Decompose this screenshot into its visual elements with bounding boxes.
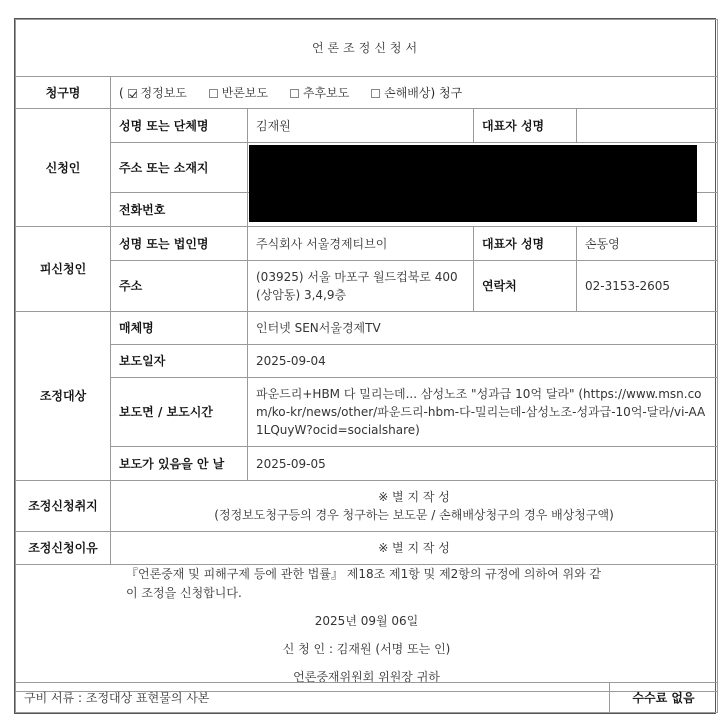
target-known-value: 2025-09-05 xyxy=(248,447,718,481)
footer-table xyxy=(15,682,718,713)
reason-label: 조정신청이유 xyxy=(16,532,111,565)
claim-option-rebuttal[interactable]: 반론보도 xyxy=(209,86,268,100)
form-title: 언론조정신청서 xyxy=(16,20,718,77)
applicant-label: 신청인 xyxy=(16,109,111,227)
statement-recipient: 언론중재위원회 위원장 귀하 xyxy=(293,670,440,684)
footer-attachments: 구비 서류 : 조정대상 표현물의 사본 xyxy=(16,683,610,713)
respondent-contact-label: 연락처 xyxy=(474,261,577,312)
statement-date: 2025년 09월 06일 xyxy=(314,614,419,628)
respondent-rep-value: 손동영 xyxy=(577,227,718,261)
target-article-label: 보도면 / 보도시간 xyxy=(111,378,248,447)
applicant-rep-label: 대표자 성명 xyxy=(474,109,577,143)
statement-block xyxy=(16,565,718,692)
target-media-value: 인터넷 SEN서울경제TV xyxy=(248,312,718,345)
respondent-address-value: (03925) 서울 마포구 월드컵북로 400 (상암동) 3,4,9층 xyxy=(248,261,474,312)
purpose-line1: ※ 별 지 작 성 xyxy=(378,490,450,504)
claim-option-correction[interactable]: 정정보도 xyxy=(128,86,187,100)
applicant-address-label: 주소 또는 소재지 xyxy=(111,143,248,193)
applicant-name-value: 김재원 xyxy=(248,109,474,143)
purpose-line2: (정정보도청구등의 경우 청구하는 보도문 / 손해배상청구의 경우 배상청구액) xyxy=(214,508,614,522)
respondent-label: 피신청인 xyxy=(16,227,111,312)
purpose-content xyxy=(111,481,718,532)
respondent-contact-value: 02-3153-2605 xyxy=(577,261,718,312)
respondent-name-label: 성명 또는 법인명 xyxy=(111,227,248,261)
claim-options xyxy=(111,77,718,109)
target-known-label: 보도가 있음을 안 날 xyxy=(111,447,248,481)
checkbox-icon[interactable] xyxy=(209,89,218,98)
claim-option-followup[interactable]: 추후보도 xyxy=(290,86,349,100)
purpose-label: 조정신청취지 xyxy=(16,481,111,532)
applicant-name-label: 성명 또는 단체명 xyxy=(111,109,248,143)
claim-label: 청구명 xyxy=(16,77,111,109)
statement-text: 『언론중재 및 피해구제 등에 관한 법률』 제18조 제1항 및 제2항의 규정에 의하여 위와 같이 조정을 신청합니다. xyxy=(126,567,602,600)
claim-close-text: ) 청구 xyxy=(430,85,463,100)
applicant-phone-label: 전화번호 xyxy=(111,193,248,227)
footer-fee: 수수료 없음 xyxy=(610,683,718,713)
statement-signer: 신 청 인 : 김재원 (서명 또는 인) xyxy=(282,642,451,656)
claim-option-damages[interactable]: 손해배상 xyxy=(371,86,430,100)
applicant-rep-value xyxy=(577,109,718,143)
respondent-name-value: 주식회사 서울경제티브이 xyxy=(248,227,474,261)
target-date-label: 보도일자 xyxy=(111,345,248,378)
respondent-rep-label: 대표자 성명 xyxy=(474,227,577,261)
checkbox-icon[interactable] xyxy=(290,89,299,98)
checkbox-icon[interactable] xyxy=(371,89,380,98)
target-label: 조정대상 xyxy=(16,312,111,481)
target-date-value: 2025-09-04 xyxy=(248,345,718,378)
form-table xyxy=(15,19,718,692)
redaction-box xyxy=(249,145,697,222)
target-media-label: 매체명 xyxy=(111,312,248,345)
checkbox-icon[interactable] xyxy=(128,89,137,98)
target-article-value: 파운드리+HBM 다 밀리는데... 삼성노조 "성과급 10억 달라" (https://www.msn.com/ko-kr/news/other/파운드리-hbm-다-밀리는데-삼성노조-성과급-10억-달라/vi-AA1LQuyW?ocid=socialshare) xyxy=(248,378,718,447)
claim-open-paren: ( xyxy=(119,85,124,100)
respondent-address-label: 주소 xyxy=(111,261,248,312)
application-form xyxy=(14,18,716,714)
reason-content: ※ 별 지 작 성 xyxy=(111,532,718,565)
